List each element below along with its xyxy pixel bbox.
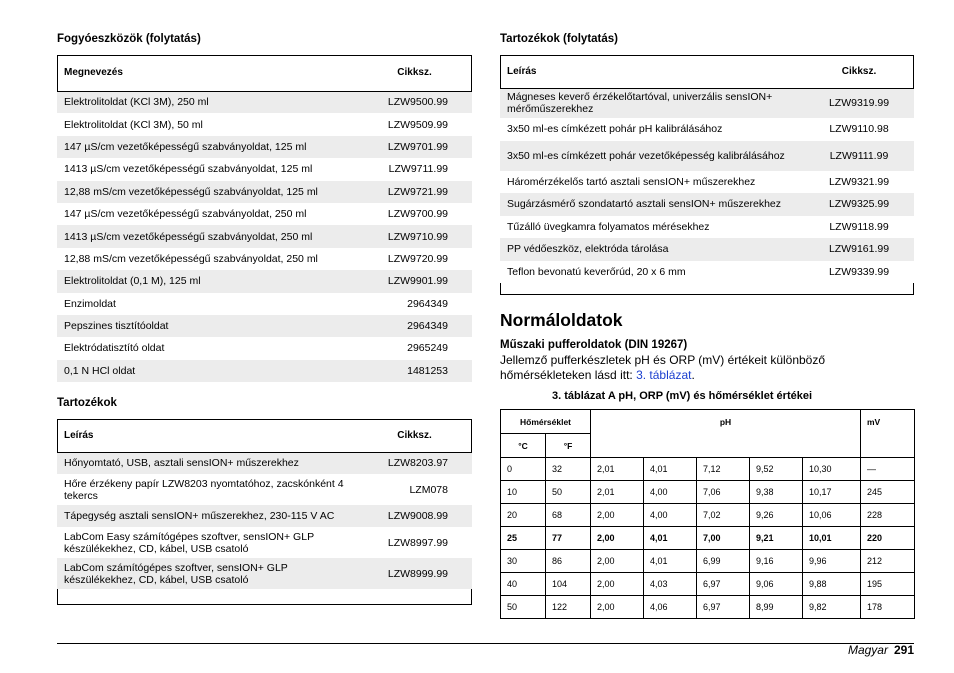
cell-ph: 7,06 [697,481,750,504]
item-name: LabCom Easy számítógépes szoftver, sensION+ GLP készülékekhez, CD, kábel, USB csatoló [64,530,314,555]
header-code: Cikksz. [357,419,472,452]
consumables-table [57,55,472,382]
table-row [500,238,914,261]
item-name: 12,88 mS/cm vezetőképességű szabványoldat, 250 ml [64,252,318,265]
footer [848,643,914,657]
item-code: LZW9325.99 [828,198,890,211]
cell-celsius: 0 [501,458,546,481]
item-code: 1481253 [407,364,448,377]
table-row [57,181,472,203]
table-row [57,315,472,337]
item-name: Elektrolitoldat (KCl 3M), 250 ml [64,96,209,109]
item-name: Tápegység asztali sensION+ műszerekhez, 230-115 V AC [64,510,335,522]
header-temperature: Hőmérséklet [501,410,591,434]
header-mv: mV [861,410,915,458]
paragraph-end: . [691,368,695,382]
item-name: Háromérzékelős tartó asztali sensION+ műszerekhez [507,175,756,188]
cell-ph: 10,06 [803,504,861,527]
cell-ph: 9,26 [750,504,803,527]
table-row [57,248,472,270]
cell-celsius: 30 [501,550,546,573]
item-code: LZW9111.99 [829,149,889,162]
item-name: Teflon bevonatú keverőrúd, 20 x 6 mm [507,265,686,278]
table-row [500,171,914,194]
item-code: LZM078 [409,483,448,496]
cell-mv: 245 [861,481,915,504]
item-code: LZW9701.99 [387,140,448,153]
table-row [501,573,915,596]
cell-fahrenheit: 104 [546,573,591,596]
item-name: Tűzálló üvegkamra folyamatos mérésekhez [507,220,710,233]
cell-celsius: 10 [501,481,546,504]
cell-ph: 2,00 [591,527,644,550]
cell-ph: 6,99 [697,550,750,573]
cell-mv: 220 [861,527,915,550]
item-name: 3x50 ml-es címkézett pohár vezetőképesség kalibrálásához [507,149,785,162]
table-row [57,527,472,558]
cell-ph: 4,00 [644,504,697,527]
cell-celsius: 40 [501,573,546,596]
cell-ph: 7,00 [697,527,750,550]
item-name: Enzimoldat [64,297,116,310]
table-row [501,458,915,481]
item-code: 2964349 [407,320,448,333]
table-row [500,193,914,216]
table-row [500,216,914,239]
cell-fahrenheit: 122 [546,596,591,619]
cell-fahrenheit: 32 [546,458,591,481]
table-row [57,91,472,113]
cell-ph: 4,01 [644,527,697,550]
header-name: Leírás [57,419,357,452]
item-code: LZW9118.99 [829,220,889,233]
item-name: 1413 µS/cm vezetőképességű szabványoldat, 125 ml [64,163,313,176]
paragraph-text: Jellemző pufferkészletek pH és ORP (mV) értékeit különböző hőmérsékleteken lásd itt: [500,353,826,382]
table-row [501,504,915,527]
item-name: Mágneses keverő érzékelőtartóval, univerzális sensION+ mérőműszerekhez [507,91,773,116]
accessories-cont-table [500,55,914,283]
cell-fahrenheit: 50 [546,481,591,504]
footer-rule [57,643,914,644]
page-number: 291 [893,643,914,657]
header-name: Leírás [500,55,804,88]
accessories-title: Tartozékok [57,397,117,409]
cell-ph: 2,00 [591,550,644,573]
item-name: 0,1 N HCl oldat [64,364,136,377]
item-name: LabCom számítógépes szoftver, sensION+ GLP készülékekhez, CD, kábel, USB csatoló [64,561,288,586]
table-row [57,158,472,180]
cell-mv: 195 [861,573,915,596]
header-ph: pH [591,410,861,458]
cell-ph: 9,06 [750,573,803,596]
item-code: LZW9161.99 [828,243,890,256]
table-row [57,203,472,225]
cell-ph: 7,12 [697,458,750,481]
header-name: Megnevezés [57,55,357,91]
item-name: Elektrolitoldat (KCl 3M), 50 ml [64,118,203,131]
table-row [500,88,914,118]
cell-ph: 10,01 [803,527,861,550]
item-name: 12,88 mS/cm vezetőképességű szabványoldat, 125 ml [64,185,318,198]
cell-ph: 2,00 [591,596,644,619]
cell-ph: 4,00 [644,481,697,504]
table-row [57,225,472,247]
table-link[interactable]: 3. táblázat [636,368,692,382]
table-row [57,360,472,382]
cell-mv: 178 [861,596,915,619]
cell-ph: 9,96 [803,550,861,573]
item-code: LZW9319.99 [828,97,890,110]
table-row [57,293,472,315]
cell-ph: 4,01 [644,550,697,573]
cell-ph: 9,21 [750,527,803,550]
item-name: PP védőeszköz, elektróda tárolása [507,243,669,256]
cell-ph: 2,01 [591,458,644,481]
item-name: Elektródatisztító oldat [64,342,165,355]
cell-fahrenheit: 68 [546,504,591,527]
table-row [501,481,915,504]
header-code: Cikksz. [357,55,472,91]
cell-ph: 7,02 [697,504,750,527]
cell-ph: 4,06 [644,596,697,619]
buffer-paragraph [500,353,900,383]
table-row [57,452,472,474]
cell-ph: 9,16 [750,550,803,573]
cell-ph: 9,82 [803,596,861,619]
footer-language: Magyar [847,643,888,657]
item-name: Pepszines tisztítóoldat [64,320,169,333]
item-code: 2965249 [407,342,448,355]
table-row [57,270,472,292]
table-row [57,474,472,505]
header-celsius: °C [501,434,546,458]
table-row [57,113,472,135]
table-row [501,527,915,550]
accessories-cont-title: Tartozékok (folytatás) [500,33,619,45]
accessories-table [57,419,472,589]
item-code: LZW9321.99 [828,175,890,188]
item-name: Sugárzásmérő szondatartó asztali sensION+ műszerekhez [507,198,781,211]
item-code: LZW9700.99 [387,208,448,221]
table-row [57,505,472,527]
cell-ph: 4,03 [644,573,697,596]
cell-celsius: 25 [501,527,546,550]
table-row [500,261,914,284]
cell-ph: 6,97 [697,596,750,619]
cell-celsius: 20 [501,504,546,527]
item-code: LZW8997.99 [387,536,448,549]
table-row [501,550,915,573]
cell-fahrenheit: 86 [546,550,591,573]
table-caption: 3. táblázat A pH, ORP (mV) és hőmérséklet értékei [552,390,813,402]
item-code: LZW9720.99 [387,252,448,265]
item-code: LZW9110.98 [829,123,889,136]
cell-ph: 9,88 [803,573,861,596]
cell-celsius: 50 [501,596,546,619]
cell-ph: 10,17 [803,481,861,504]
table-row [500,118,914,141]
item-name: Hőnyomtató, USB, asztali sensION+ műszerekhez [64,457,299,470]
cell-mv: 228 [861,504,915,527]
item-name: Elektrolitoldat (0,1 M), 125 ml [64,275,201,288]
cell-ph: 6,97 [697,573,750,596]
consumables-title: Fogyóeszközök (folytatás) [57,33,201,45]
table-row [57,136,472,158]
table-row [500,141,914,171]
ph-table [500,409,915,619]
item-name: 1413 µS/cm vezetőképességű szabványoldat, 250 ml [64,230,313,243]
item-code: LZW9721.99 [387,185,448,198]
subsection-title: Műszaki pufferoldatok (DIN 19267) [500,339,688,351]
item-code: LZW8203.97 [387,457,448,470]
item-name: 3x50 ml-es címkézett pohár pH kalibrálásához [507,123,723,136]
item-code: LZW9339.99 [828,265,890,278]
cell-ph: 2,01 [591,481,644,504]
item-code: LZW9509.99 [387,118,448,131]
cell-mv: — [861,458,915,481]
item-name: 147 µS/cm vezetőképességű szabványoldat, 125 ml [64,140,307,153]
item-code: LZW8999.99 [387,567,448,580]
table-row [501,596,915,619]
item-code: LZW9711.99 [388,163,448,176]
cell-ph: 2,00 [591,504,644,527]
cell-ph: 8,99 [750,596,803,619]
cell-ph: 10,30 [803,458,861,481]
item-code: 2964349 [407,297,448,310]
cell-ph: 4,01 [644,458,697,481]
item-name: Hőre érzékeny papír LZW8203 nyomtatóhoz, zacskónként 4 tekercs [64,477,344,502]
item-code: LZW9901.99 [387,275,448,288]
cell-mv: 212 [861,550,915,573]
item-code: LZW9500.99 [387,96,448,109]
item-code: LZW9710.99 [387,230,448,243]
cell-fahrenheit: 77 [546,527,591,550]
header-fahrenheit: °F [546,434,591,458]
section-title: Normáloldatok [500,310,623,330]
table-row [57,337,472,359]
cell-ph: 9,38 [750,481,803,504]
cell-ph: 9,52 [750,458,803,481]
item-code: LZW9008.99 [387,510,448,522]
cell-ph: 2,00 [591,573,644,596]
item-name: 147 µS/cm vezetőképességű szabványoldat, 250 ml [64,208,307,221]
header-code: Cikksz. [804,55,914,88]
table-row [57,558,472,589]
